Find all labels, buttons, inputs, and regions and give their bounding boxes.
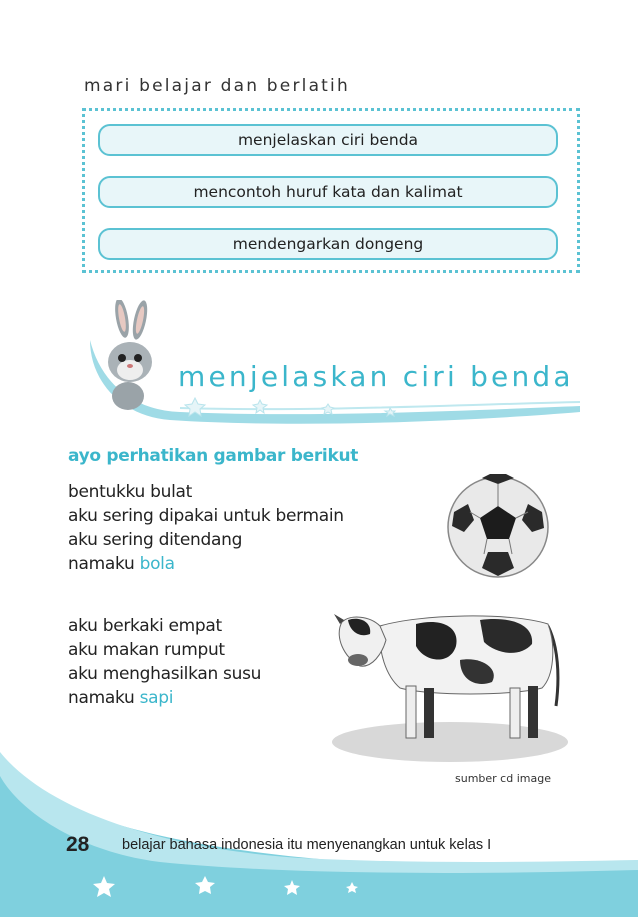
goal-item-3: mendengarkan dongeng [98, 228, 558, 260]
answer-prefix: namaku [68, 688, 135, 708]
section-header: mari belajar dan berlatih [84, 76, 350, 96]
instruction-text: ayo perhatikan gambar berikut [68, 446, 359, 466]
answer-word: bola [139, 554, 175, 574]
page-number: 28 [66, 833, 90, 856]
cow-image [320, 596, 570, 766]
riddle-answer-line [68, 686, 261, 710]
riddle-line: aku berkaki empat [68, 616, 222, 636]
answer-word: sapi [139, 688, 174, 708]
banner-title: menjelaskan ciri benda [178, 360, 574, 393]
soccer-ball-image [446, 474, 550, 580]
riddle-ball [68, 480, 344, 576]
footer-title: belajar bahasa indonesia itu menyenangkan untuk kelas I [122, 837, 492, 853]
riddle-cow [68, 614, 261, 710]
riddle-line: aku sering ditendang [68, 530, 243, 550]
riddle-line: aku makan rumput [68, 640, 225, 660]
answer-prefix: namaku [68, 554, 135, 574]
riddle-answer-line [68, 552, 344, 576]
footer-wave-graphic [0, 752, 638, 917]
goal-item-2: mencontoh huruf kata dan kalimat [98, 176, 558, 208]
image-source-caption: sumber cd image [455, 772, 551, 785]
goal-item-1: menjelaskan ciri benda [98, 124, 558, 156]
riddle-line: aku sering dipakai untuk bermain [68, 506, 344, 526]
riddle-line: aku menghasilkan susu [68, 664, 262, 684]
riddle-line: bentukku bulat [68, 482, 192, 502]
rabbit-mascot-icon [108, 300, 152, 410]
